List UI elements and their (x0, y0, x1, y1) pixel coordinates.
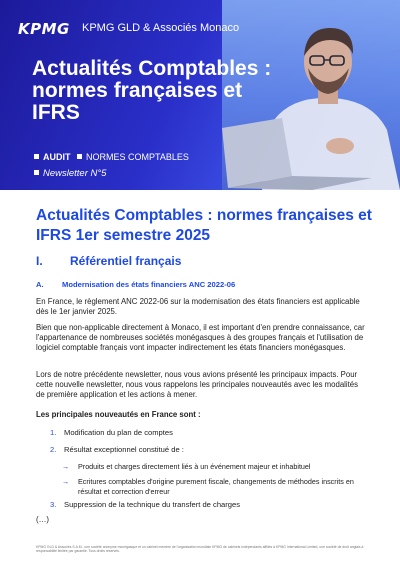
list-title: Les principales nouveautés en France sont : (36, 410, 201, 419)
section-number: I. (36, 254, 43, 268)
banner-title: Actualités Comptables : normes françaises et IFRS (32, 57, 272, 124)
section-title: Référentiel français (70, 254, 182, 268)
footer-legal-text: KPMG GLD & Associés S.A.M., une société anonyme monégasque et un cabinet membre de l'organisation mondiale KPMG de cabinets indépendants affiliés à KPMG International Limited, une société de droit anglais à responsabilité limitée par garantie. Tous droits réservés. (36, 545, 364, 554)
arrow-right-icon: → (62, 477, 70, 486)
arrow-right-icon: → (62, 462, 70, 471)
kpmg-logo: KPMG (18, 20, 70, 38)
list-text: Résultat exceptionnel constitué de : (64, 445, 184, 454)
article-heading: Actualités Comptables : normes françaises et IFRS 1er semestre 2025 (36, 207, 372, 244)
paragraph: En France, le règlement ANC 2022-06 sur la modernisation des états financiers est applicable dès le 1er janvier 2025. (36, 297, 360, 316)
firm-name: KPMG GLD & Associés Monaco (82, 22, 240, 34)
sub-list-text: Produits et charges directement liés à un événement majeur et inhabituel (78, 462, 311, 471)
subsection-number: A. (36, 280, 44, 289)
paragraph: Bien que non-applicable directement à Monaco, il est important d'en prendre connaissance, car l'appartenance de nombreuses sociétés monégasques à des groupes français et l'utilisation de logiciel comptable français vont impacter indirectement les états financiers monégasques. (36, 323, 365, 352)
list-number: 1. (50, 428, 57, 437)
list-item (50, 445, 370, 454)
list-text: Modification du plan de comptes (64, 428, 173, 437)
subsection-title: Modernisation des états financiers ANC 2022-06 (62, 280, 236, 289)
newsletter-number: Newsletter N°5 (43, 168, 107, 179)
sub-list-item (62, 477, 368, 496)
header-banner (0, 0, 400, 190)
square-bullet-icon (77, 154, 82, 159)
category-tags (34, 152, 189, 162)
ellipsis: (…) (36, 515, 49, 524)
paragraph: Lors de notre précédente newsletter, nous vous avions présenté les principaux impacts. Pour cette nouvelle newsletter, nous vous rappelons les principales nouveautés avec les modalités de première application et les actions à mener. (36, 370, 359, 399)
list-text: Suppression de la technique du transfert de charges (64, 500, 241, 509)
sub-list-item (62, 462, 368, 472)
list-number: 2. (50, 445, 57, 454)
subsection-heading (36, 280, 235, 289)
newsletter-tag (34, 168, 106, 179)
list-number: 3. (50, 500, 57, 509)
list-item (50, 500, 370, 509)
square-bullet-icon (34, 170, 39, 175)
tag-normes: NORMES COMPTABLES (86, 152, 189, 162)
section-heading (36, 254, 181, 268)
sub-list-text: Ecritures comptables d'origine purement fiscale, changements de méthodes inscrits en résultat et correction d'erreur (78, 477, 354, 496)
list-item (50, 428, 370, 437)
tag-audit: AUDIT (43, 152, 71, 162)
square-bullet-icon (34, 154, 39, 159)
